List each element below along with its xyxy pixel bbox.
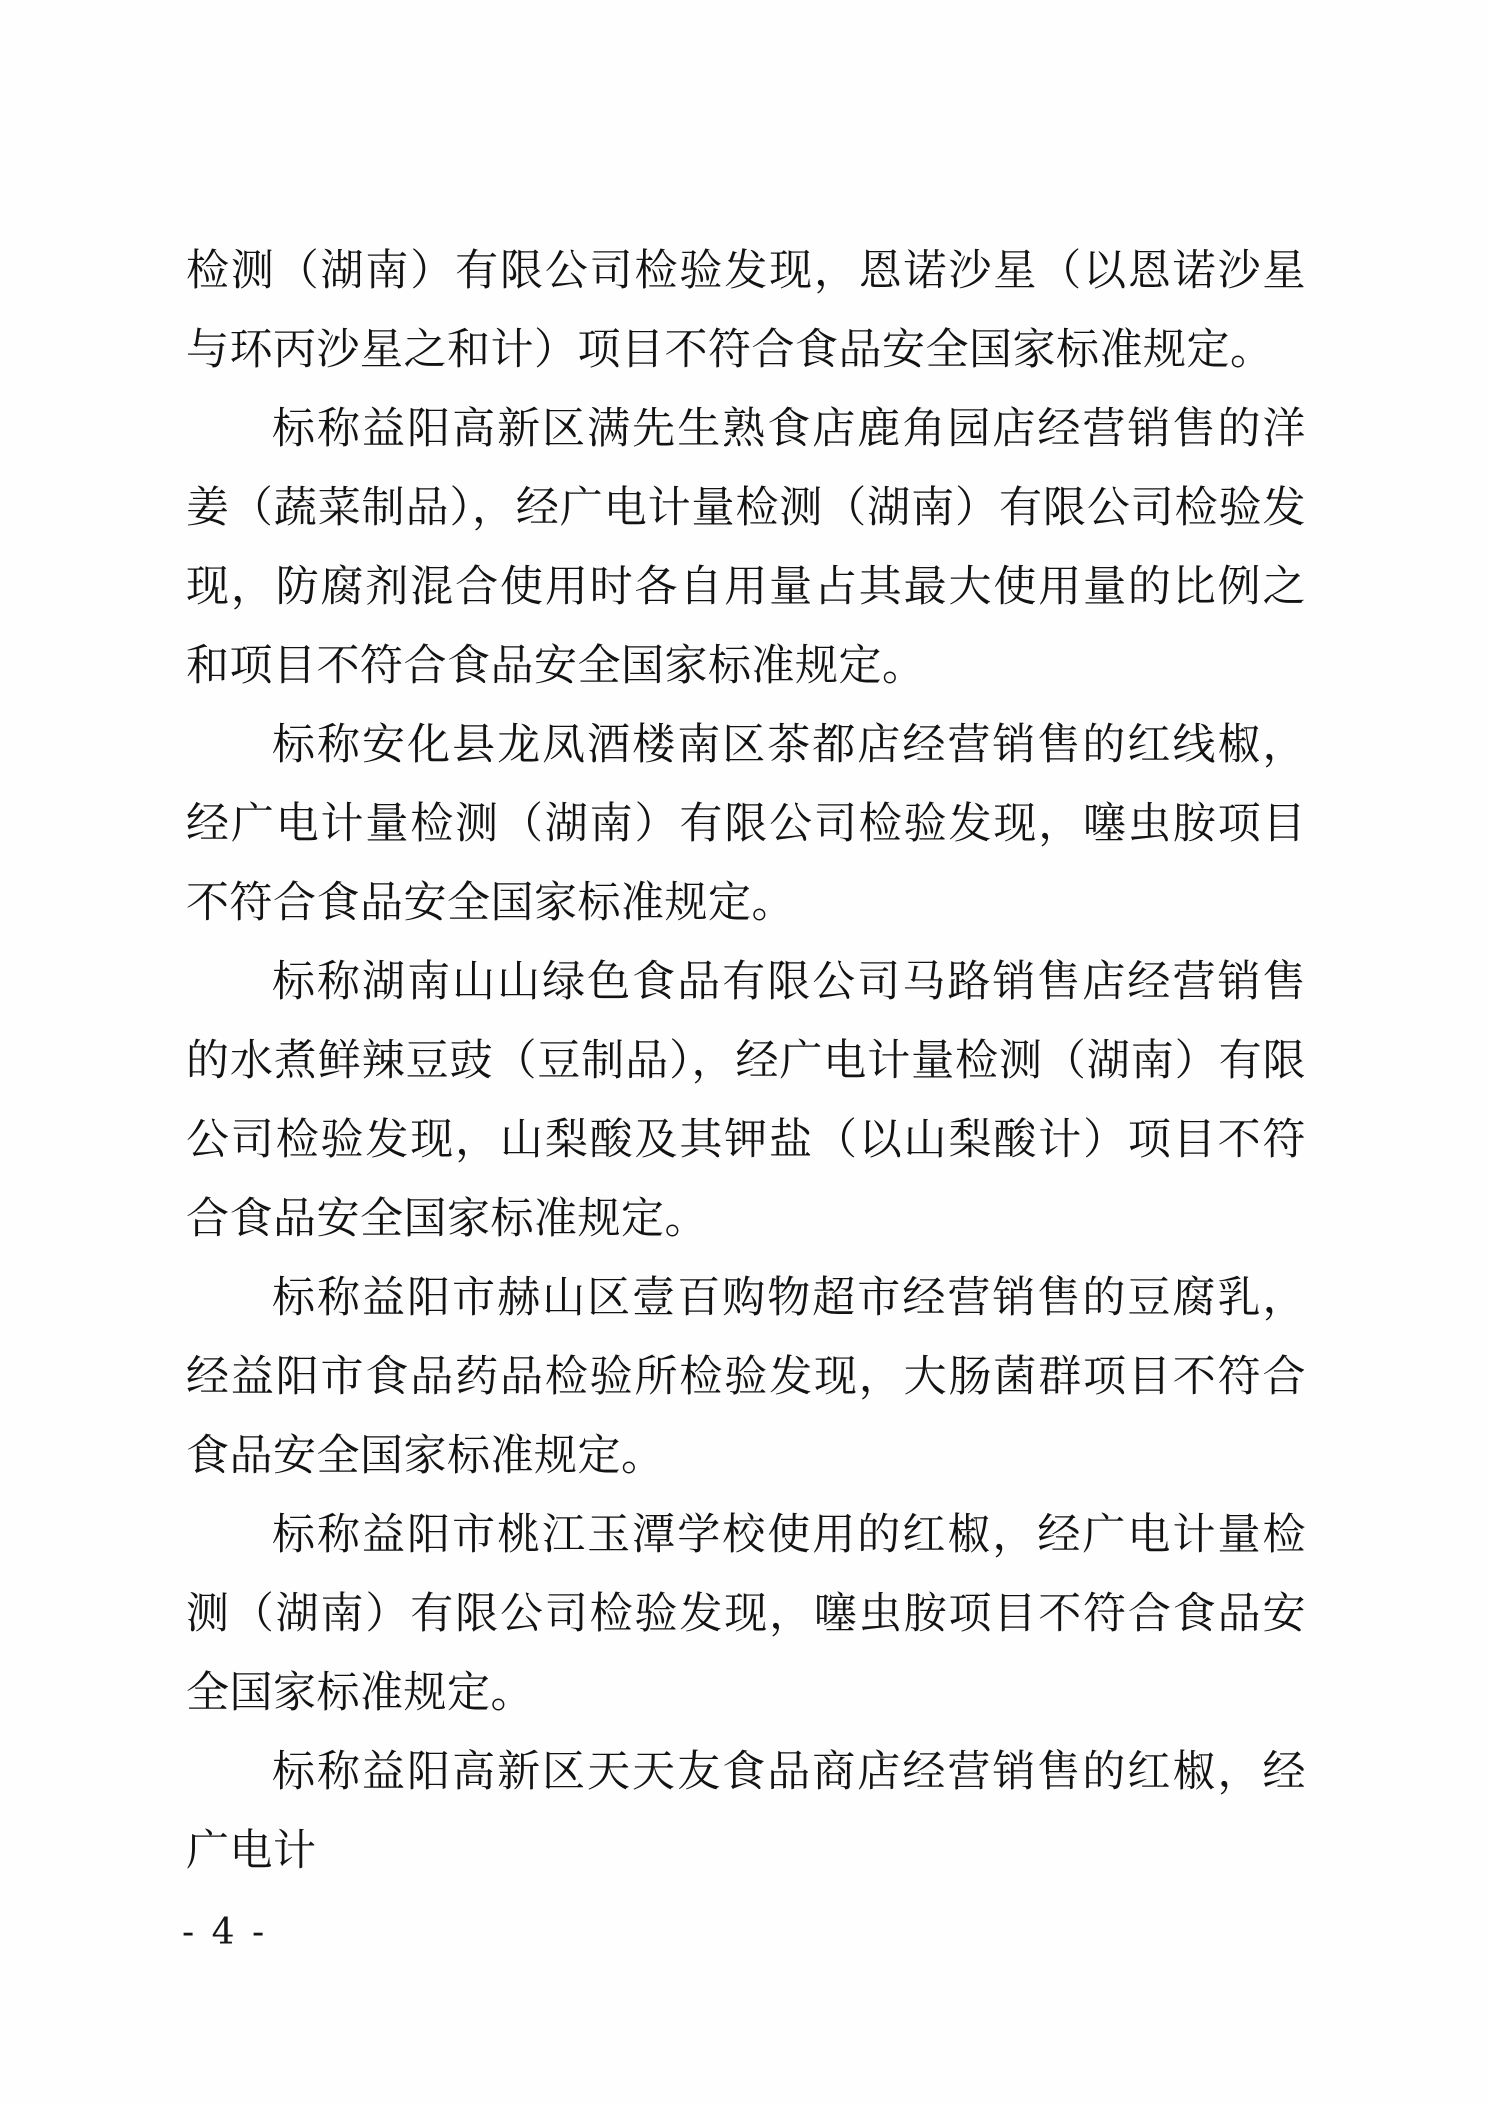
- paragraph-continuation: 检测（湖南）有限公司检验发现，恩诺沙星（以恩诺沙星与环丙沙星之和计）项目不符合食品安全国家标准规定。: [186, 246, 1306, 375]
- page-number: - 4 -: [182, 1912, 268, 1953]
- paragraph-douchi: 标称湖南山山绿色食品有限公司马路销售店经营销售的水煮鲜辣豆豉（豆制品），经广电计量检测（湖南）有限公司检验发现，山梨酸及其钾盐（以山梨酸计）项目不符合食品安全国家标准规定。: [186, 957, 1306, 1244]
- paragraph-doufuru: 标称益阳市赫山区壹百购物超市经营销售的豆腐乳，经益阳市食品药品检验所检验发现，大肠菌群项目不符合食品安全国家标准规定。: [186, 1273, 1306, 1481]
- paragraph-hongjiao-shop: 标称益阳高新区天天友食品商店经营销售的红椒，经广电计: [186, 1747, 1306, 1876]
- paragraph-hongxianjiao: 标称安化县龙凤酒楼南区茶都店经营销售的红线椒，经广电计量检测（湖南）有限公司检验发现，噻虫胺项目不符合食品安全国家标准规定。: [186, 720, 1306, 928]
- paragraph-yangjiang: 标称益阳高新区满先生熟食店鹿角园店经营销售的洋姜（蔬菜制品），经广电计量检测（湖南）有限公司检验发现，防腐剂混合使用时各自用量占其最大使用量的比例之和项目不符合食品安全国家标准规定。: [186, 404, 1306, 691]
- document-body: [186, 232, 1306, 1891]
- page-footer: [0, 1912, 1488, 1953]
- paragraph-hongjiao-school: 标称益阳市桃江玉潭学校使用的红椒，经广电计量检测（湖南）有限公司检验发现，噻虫胺项目不符合食品安全国家标准规定。: [186, 1510, 1306, 1718]
